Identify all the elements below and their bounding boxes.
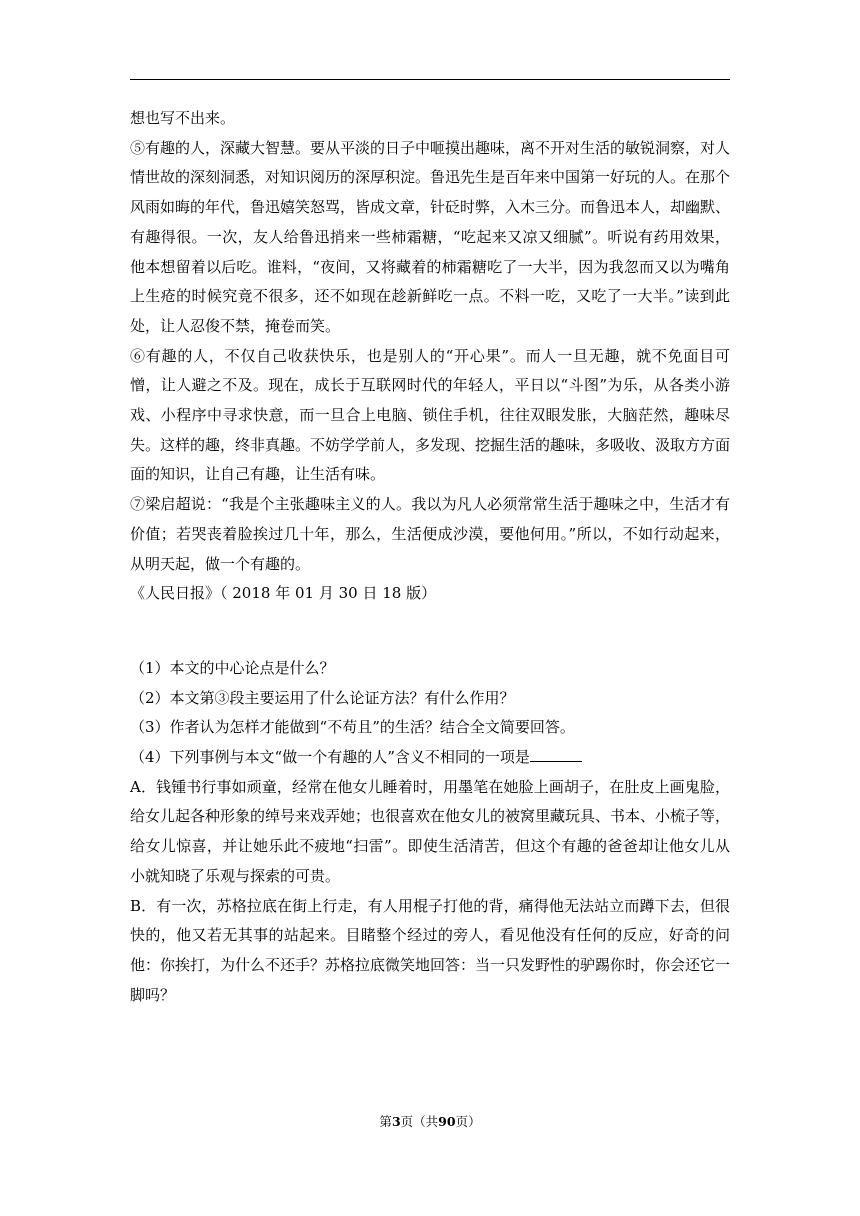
question-2: （2）本文第③段主要运用了什么论证方法？有什么作用？ [130, 688, 515, 707]
paragraph-4-tail: 想也写不出来。 [130, 109, 236, 127]
current-page-number: 3 [391, 1114, 401, 1129]
page-content [130, 104, 730, 1010]
total-page-count: 90 [438, 1114, 456, 1129]
article-source: 《人民日报》（ 2018 年 01 月 30 日 18 版） [130, 584, 437, 603]
page-footer [0, 1112, 860, 1130]
footer-middle: 页（共 [400, 1114, 439, 1129]
paragraph-5: ⑤有趣的人，深藏大智慧。要从平淡的日子中咂摸出趣味，离不开对生活的敏锐洞察，对人情世故的深刻洞悉，对知识阅历的深厚积淀。鲁迅先生是百年来中国第一好玩的人。在那个风雨如晦的年代，鲁迅嬉笑怒骂，皆成文章，针砭时弊，入木三分。而鲁迅本人，却幽默、有趣得很。一次，友人给鲁迅捎来一些柿霜糖，“吃起来又凉又细腻”。听说有药用效果，他本想留着以后吃。谁料，“夜间，又将藏着的柿霜糖吃了一大半，因为我忽而又以为嘴角上生疮的时候究竟不很多，还不如现在趁新鲜吃一点。不料一吃，又吃了一大半。”读到此处，让人忍俊不禁，掩卷而笑。 [130, 138, 731, 335]
question-3: （3）作者认为怎样才能做到“不苟且”的生活？结合全文简要回答。 [130, 718, 575, 737]
spacer [130, 609, 730, 654]
answer-blank [530, 744, 582, 762]
question-4 [130, 743, 730, 773]
question-4-text: （4）下列事例与本文“做一个有趣的人”含义不相同的一项是 [130, 748, 530, 767]
footer-prefix: 第 [379, 1114, 392, 1129]
footer-suffix: 页） [455, 1114, 481, 1129]
header-rule [130, 79, 730, 80]
option-b: B．有一次，苏格拉底在街上行走，有人用棍子打他的背，痛得他无法站立而蹲下去，但很快的，他又若无其事的站起来。目睹整个经过的旁人，看见他没有任何的反应，好奇的问他：你挨打，为什么不还手？苏格拉底微笑地回答：当一只发野性的驴踢你时，你会还它一脚吗？ [130, 896, 731, 1004]
paragraph-6: ⑥有趣的人，不仅自己收获快乐，也是别人的“开心果”。而人一旦无趣，就不免面目可憎，让人避之不及。现在，成长于互联网时代的年轻人，平日以“斗图”为乐，从各类小游戏、小程序中寻求快意，而一旦合上电脑、锁住手机，往往双眼发胀，大脑茫然，趣味尽失。这样的趣，终非真趣。不妨学学前人，多发现、挖掘生活的趣味，多吸收、汲取方方面面的知识，让自己有趣，让生活有味。 [130, 346, 731, 484]
paragraph-7: ⑦梁启超说：“我是个主张趣味主义的人。我以为凡人必须常常生活于趣味之中，生活才有价值；若哭丧着脸挨过几十年，那么，生活便成沙漠，要他何用。”所以，不如行动起来，从明天起，做一个有趣的。 [130, 495, 730, 573]
question-1: （1）本文的中心论点是什么？ [130, 658, 335, 677]
option-a: A．钱锺书行事如顽童，经常在他女儿睡着时，用墨笔在她脸上画胡子，在肚皮上画鬼脸，给女儿起各种形象的绰号来戏弄她；也很喜欢在他女儿的被窝里藏玩具、书本、小梳子等，给女儿惊喜，并让她乐此不疲地“扫雷”。即使生活清苦，但这个有趣的爸爸却让他女儿从小就知晓了乐观与探索的可贵。 [130, 777, 731, 885]
